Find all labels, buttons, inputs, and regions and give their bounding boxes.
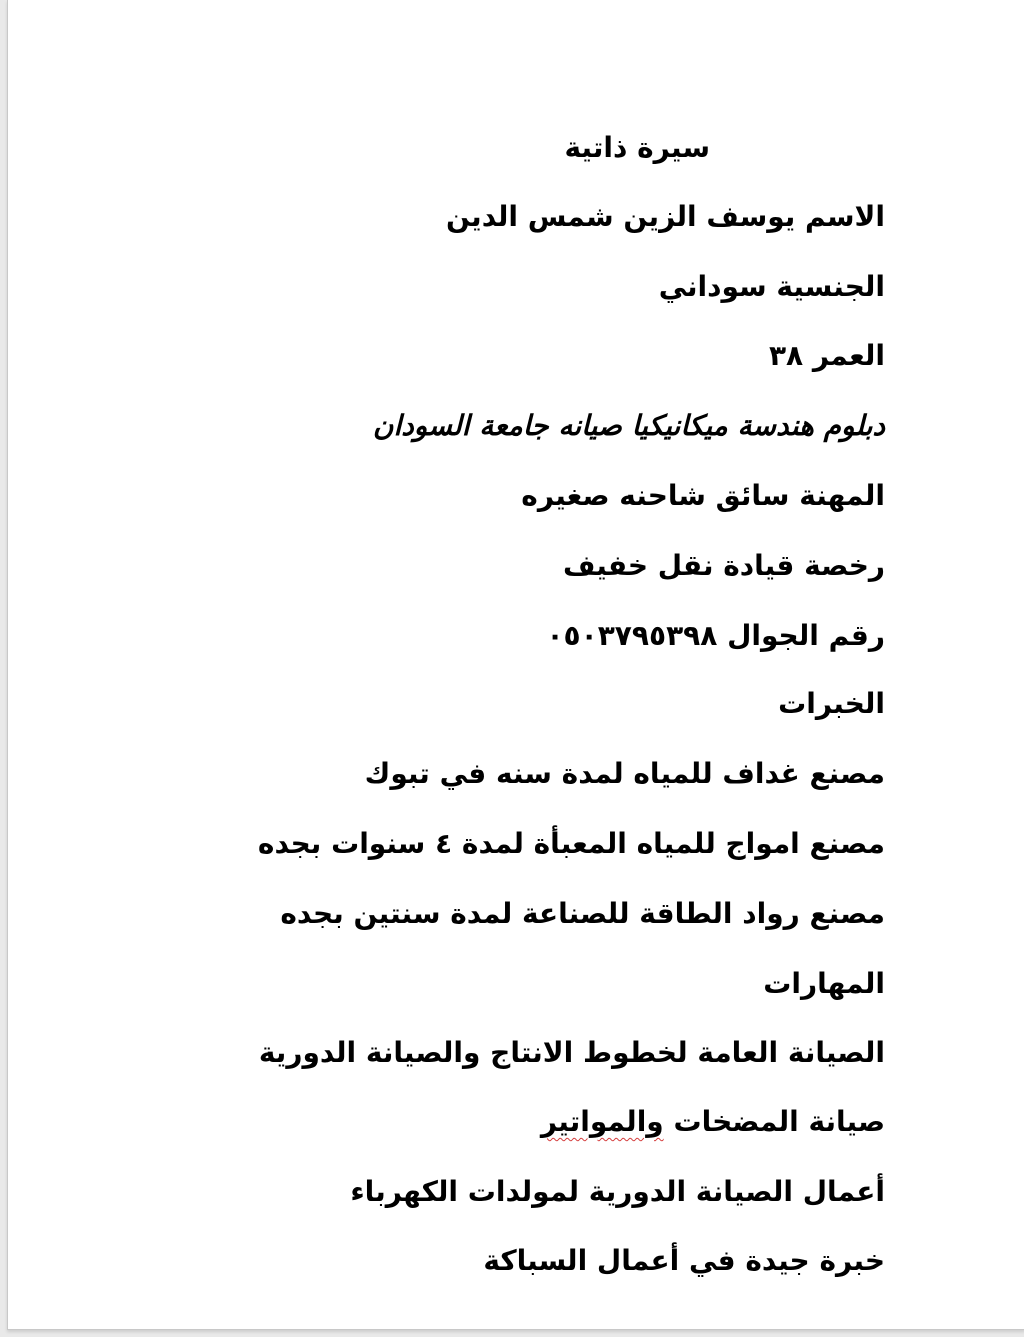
skill-item: خبرة جيدة في أعمال السباكة	[483, 1244, 885, 1277]
experience-heading: الخبرات	[778, 687, 885, 720]
phone-line: رقم الجوال ٠٥٠٣٧٩٥٣٩٨	[546, 619, 885, 652]
skill-item: الصيانة العامة لخطوط الانتاج والصيانة الدورية	[258, 1036, 885, 1069]
profession-line: المهنة سائق شاحنه صغيره	[521, 479, 885, 512]
experience-item: مصنع رواد الطاقة للصناعة لمدة سنتين بجده	[280, 897, 885, 930]
experience-item: مصنع غداف للمياه لمدة سنه في تبوك	[364, 757, 885, 790]
name-line: الاسم يوسف الزين شمس الدين	[445, 200, 885, 233]
document-page	[7, 0, 1024, 1330]
skill-item-text: صيانة المضخات	[663, 1105, 885, 1138]
skills-heading: المهارات	[763, 967, 885, 1000]
education-line: دبلوم هندسة ميكانيكيا صيانه جامعة السودان	[372, 409, 885, 442]
skill-item: أعمال الصيانة الدورية لمولدات الكهرباء	[350, 1175, 885, 1208]
document-title: سيرة ذاتية	[564, 131, 710, 164]
nationality-line: الجنسية سوداني	[658, 270, 885, 303]
license-line: رخصة قيادة نقل خفيف	[562, 549, 885, 582]
spellcheck-flagged-word[interactable]: والمواتير	[540, 1105, 664, 1138]
skill-item	[541, 1102, 885, 1142]
experience-item: مصنع امواج للمياه المعبأة لمدة ٤ سنوات بجده	[257, 827, 885, 860]
age-line: العمر ٣٨	[768, 339, 885, 372]
